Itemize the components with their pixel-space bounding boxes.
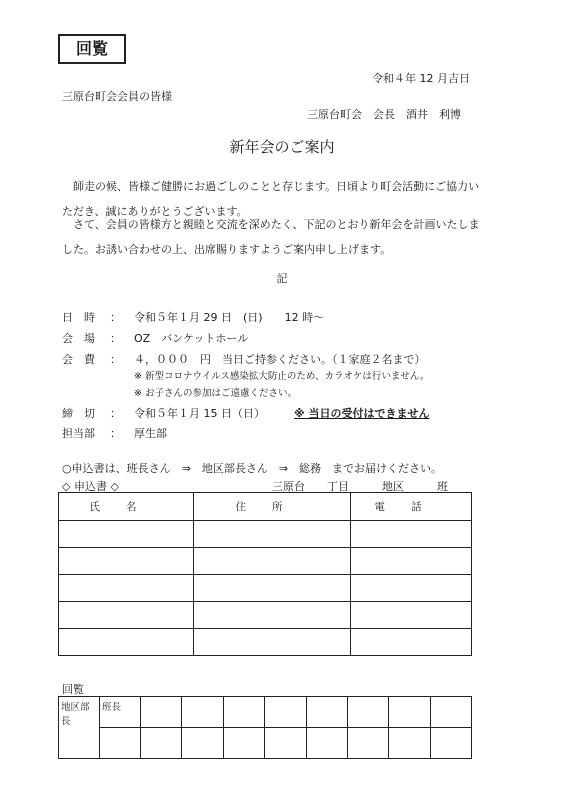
seal-cell[interactable] [100,728,141,759]
circulation-sign-row [59,697,472,728]
addressee: 三原台町会会員の皆様 [62,90,172,103]
column-header-address: 住所 [194,493,351,521]
seal-cell[interactable] [389,697,430,728]
detail-fee-row [62,351,426,367]
document-title: 新年会のご案内 [229,138,335,156]
detail-date-row [62,309,324,325]
address-cell[interactable] [194,521,351,548]
group-leader-cell: 班長 [100,697,141,728]
table-row [59,521,472,548]
district-head-cell: 地区部長 [59,697,100,759]
circulation-sign-row [59,728,472,759]
detail-value: ４，０００ 円 当日ご持参ください。（１家庭２名まで） [134,353,426,366]
phone-cell[interactable] [351,602,472,629]
seal-cell[interactable] [223,697,264,728]
address-cell[interactable] [194,575,351,602]
table-row [59,629,472,656]
name-cell[interactable] [59,521,194,548]
application-table [58,492,472,656]
table-row [59,602,472,629]
detail-deadline-row [62,405,430,421]
application-form-header: ◇ 申込書 ◇ [62,480,119,493]
ki-heading: 記 [276,272,288,285]
column-header-name: 氏名 [59,493,194,521]
detail-dept-row [62,425,167,441]
detail-label: 締 切 [62,407,95,420]
circulation-stamp: 回覧 [58,34,126,64]
phone-cell[interactable] [351,521,472,548]
address-cell[interactable] [194,629,351,656]
detail-label: 担当部 [62,427,95,440]
seal-cell[interactable] [306,697,347,728]
name-cell[interactable] [59,548,194,575]
seal-cell[interactable] [182,697,223,728]
name-cell[interactable] [59,602,194,629]
greeting-paragraph: 師走の候、皆様ご健勝にお過ごしのことと存じます。日頃より町会活動にご協力いただき、誠にありがとうございます。 [62,180,480,218]
detail-label: 会 費 [62,353,95,366]
detail-label: 会 場 [62,332,95,345]
detail-colon: ： [110,353,121,366]
detail-value: OZ バンケットホール [134,332,249,345]
address-cell[interactable] [194,602,351,629]
detail-value: 厚生部 [134,427,167,440]
seal-cell[interactable] [430,697,471,728]
seal-cell[interactable] [182,728,223,759]
sender: 三原台町会 会長 酒井 利博 [307,108,461,121]
detail-venue-row [62,330,248,346]
table-row [59,575,472,602]
detail-label: 日 時 [62,311,95,324]
phone-cell[interactable] [351,575,472,602]
seal-cell[interactable] [141,697,182,728]
seal-cell[interactable] [265,697,306,728]
covid-note: ※ 新型コロナウイルス感染拡大防止のため、カラオケは行いません。 [134,371,430,382]
seal-cell[interactable] [347,728,388,759]
detail-colon: ： [110,407,121,420]
circulation-table [58,696,472,759]
application-area-line: 三原台 丁目 地区 班 [272,480,448,493]
deadline-warning: ※ 当日の受付はできません [294,407,430,420]
column-header-phone: 電話 [351,493,472,521]
seal-cell[interactable] [389,728,430,759]
detail-colon: ： [110,332,121,345]
phone-cell[interactable] [351,629,472,656]
table-row [59,548,472,575]
submission-instructions: ○申込書は、班長さん ⇒ 地区部長さん ⇒ 総務 までお届けください。 [62,462,443,475]
address-cell[interactable] [194,548,351,575]
circulation-title: 回覧 [62,683,84,696]
detail-value: 令和５年１月 15 日（日） [134,407,265,420]
detail-colon: ： [110,427,121,440]
detail-colon: ： [110,311,121,324]
invitation-paragraph: さて、会員の皆様方と親睦と交流を深めたく、下記のとおり新年会を計画いたしました。お誘い合わせの上、出席賜りますようご案内申し上げます。 [62,218,480,256]
children-note: ※ お子さんの参加はご遠慮ください。 [134,388,297,399]
name-cell[interactable] [59,575,194,602]
table-header-row [59,493,472,521]
seal-cell[interactable] [265,728,306,759]
phone-cell[interactable] [351,548,472,575]
name-cell[interactable] [59,629,194,656]
seal-cell[interactable] [306,728,347,759]
seal-cell[interactable] [141,728,182,759]
detail-value: 令和５年１月 29 日 (日) 12 時～ [134,311,325,324]
seal-cell[interactable] [430,728,471,759]
seal-cell[interactable] [347,697,388,728]
issue-date: 令和４年 12 月吉日 [372,72,470,85]
seal-cell[interactable] [223,728,264,759]
